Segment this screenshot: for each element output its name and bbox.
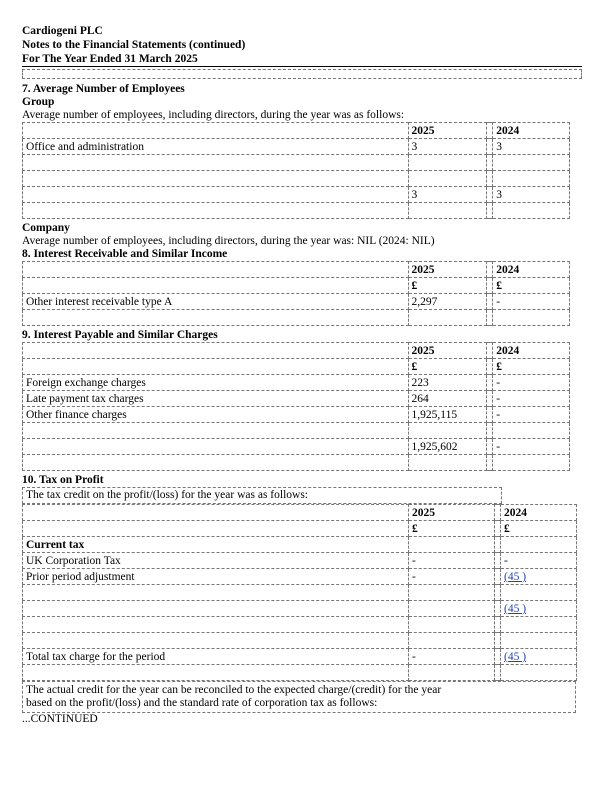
value-2025 (408, 455, 487, 471)
value-2024: - (501, 553, 577, 569)
table-row (23, 375, 570, 391)
value-2025 (408, 203, 487, 219)
col-header-2025: 2025 (408, 262, 487, 278)
value-2025 (409, 633, 495, 649)
note10-title: 10. Tax on Profit (22, 474, 104, 486)
row-label: Other interest receivable type A (23, 294, 409, 310)
table-row (23, 569, 577, 585)
value-2025 (409, 617, 495, 633)
row-label: Prior period adjustment (23, 569, 409, 585)
header-spacer (22, 69, 582, 79)
table-row (23, 155, 570, 171)
note8-table (22, 261, 570, 326)
note10-table (22, 504, 577, 681)
row-label (23, 187, 409, 203)
value-2025: - (409, 569, 495, 585)
value-2024: - (493, 375, 570, 391)
col-header-2025: 2025 (408, 343, 487, 359)
row-label (23, 310, 409, 326)
table-row (23, 139, 570, 155)
currency-2024: £ (493, 278, 570, 294)
value-2025 (409, 665, 495, 681)
total-2025: - (409, 649, 495, 665)
row-label: Office and administration (23, 139, 409, 155)
row-label (23, 423, 409, 439)
value-2024 (501, 585, 577, 601)
value-2025 (408, 171, 487, 187)
negative-value: (45 ) (504, 571, 527, 583)
col-header-2024: 2024 (501, 505, 577, 521)
table-row (23, 521, 577, 537)
negative-value: (45 ) (504, 651, 527, 663)
value-2024: - (493, 294, 570, 310)
current-tax-label: Current tax (23, 537, 409, 553)
table-row (23, 439, 570, 455)
continued-label: ...CONTINUED (22, 713, 98, 726)
reconciliation-text (22, 681, 576, 713)
table-row (23, 407, 570, 423)
note7-company-label: Company (22, 222, 70, 234)
row-label: UK Corporation Tax (23, 553, 409, 569)
value-2024 (501, 665, 577, 681)
row-label (23, 123, 409, 139)
row-label (23, 155, 409, 171)
table-row (23, 359, 570, 375)
value-2025: 223 (408, 375, 487, 391)
value-2025 (409, 537, 495, 553)
row-label (23, 171, 409, 187)
table-row (23, 391, 570, 407)
col-header-2024: 2024 (493, 262, 570, 278)
value-2025 (409, 601, 495, 617)
negative-value: (45 ) (504, 603, 527, 615)
row-label: Foreign exchange charges (23, 375, 409, 391)
note8-title: 8. Interest Receivable and Similar Income (22, 248, 228, 260)
row-label (23, 585, 409, 601)
table-row (23, 423, 570, 439)
value-2025: 264 (408, 391, 487, 407)
row-label (23, 343, 409, 359)
table-row (23, 537, 577, 553)
table-row (23, 665, 577, 681)
row-label (23, 633, 409, 649)
table-row (23, 455, 570, 471)
table-row (23, 187, 570, 203)
row-label (23, 505, 409, 521)
note9-title: 9. Interest Payable and Similar Charges (22, 329, 218, 341)
table-row (23, 203, 570, 219)
table-row (23, 294, 570, 310)
reconciliation-line-2: based on the profit/(loss) and the standard rate of corporation tax as follows: (26, 697, 378, 710)
table-row (23, 343, 570, 359)
value-2025: 2,297 (408, 294, 487, 310)
subtotal-2024 (501, 601, 577, 617)
col-header-2024: 2024 (493, 123, 570, 139)
value-2024: - (493, 407, 570, 423)
note10-intro: The tax credit on the profit/(loss) for the year was as follows: (22, 487, 502, 504)
value-2025: - (409, 553, 495, 569)
currency-2025: £ (408, 278, 487, 294)
row-label (23, 521, 409, 537)
currency-2024: £ (493, 359, 570, 375)
currency-2025: £ (409, 521, 495, 537)
row-label (23, 359, 409, 375)
total-2025: 1,925,602 (408, 439, 487, 455)
table-row (23, 505, 577, 521)
financial-notes-page (22, 24, 582, 726)
note7-group-text: Average number of employees, including directors, during the year was as follows: (22, 109, 405, 121)
total-2025: 3 (408, 187, 487, 203)
table-row (23, 553, 577, 569)
table-row (23, 310, 570, 326)
row-label (23, 665, 409, 681)
table-row (23, 278, 570, 294)
value-2024 (501, 569, 577, 585)
row-label (23, 601, 409, 617)
currency-2024: £ (501, 521, 577, 537)
row-label: Late payment tax charges (23, 391, 409, 407)
col-header-2025: 2025 (408, 123, 487, 139)
row-label (23, 617, 409, 633)
value-2025 (408, 155, 487, 171)
value-2025 (408, 423, 487, 439)
table-row (23, 123, 570, 139)
table-row (23, 585, 577, 601)
table-row (23, 649, 577, 665)
row-label (23, 439, 409, 455)
table-row (23, 601, 577, 617)
value-2024: - (493, 391, 570, 407)
value-2024 (493, 423, 570, 439)
table-row (23, 171, 570, 187)
row-label (23, 278, 409, 294)
col-header-2024: 2024 (493, 343, 570, 359)
table-row (23, 633, 577, 649)
currency-2025: £ (408, 359, 487, 375)
total-2024: 3 (493, 187, 570, 203)
value-2025: 1,925,115 (408, 407, 487, 423)
note7-group-label: Group (22, 96, 55, 108)
value-2025 (409, 585, 495, 601)
note9-table (22, 342, 570, 471)
value-2024 (493, 203, 570, 219)
table-row (23, 617, 577, 633)
value-2024 (501, 537, 577, 553)
note7-title: 7. Average Number of Employees (22, 83, 185, 95)
row-label (23, 262, 409, 278)
reconciliation-line-1: The actual credit for the year can be reconciled to the expected charge/(credit) for the year (26, 684, 442, 697)
note7-table (22, 122, 570, 219)
row-label: Total tax charge for the period (23, 649, 409, 665)
value-2024 (493, 171, 570, 187)
value-2024 (493, 155, 570, 171)
company-name: Cardiogeni PLC (22, 25, 103, 37)
table-row (23, 262, 570, 278)
note7-company-text: Average number of employees, including directors, during the year was: NIL (2024: NIL) (22, 235, 435, 247)
value-2025 (408, 310, 487, 326)
col-header-2025: 2025 (409, 505, 495, 521)
row-label: Other finance charges (23, 407, 409, 423)
value-2024 (493, 310, 570, 326)
notes-title: Notes to the Financial Statements (continued) (22, 39, 246, 51)
value-2024: 3 (493, 139, 570, 155)
value-2024 (501, 617, 577, 633)
value-2024 (493, 455, 570, 471)
total-2024: - (493, 439, 570, 455)
row-label (23, 455, 409, 471)
total-2024 (501, 649, 577, 665)
row-label (23, 203, 409, 219)
value-2025: 3 (408, 139, 487, 155)
value-2024 (501, 633, 577, 649)
period-title: For The Year Ended 31 March 2025 (22, 52, 582, 67)
